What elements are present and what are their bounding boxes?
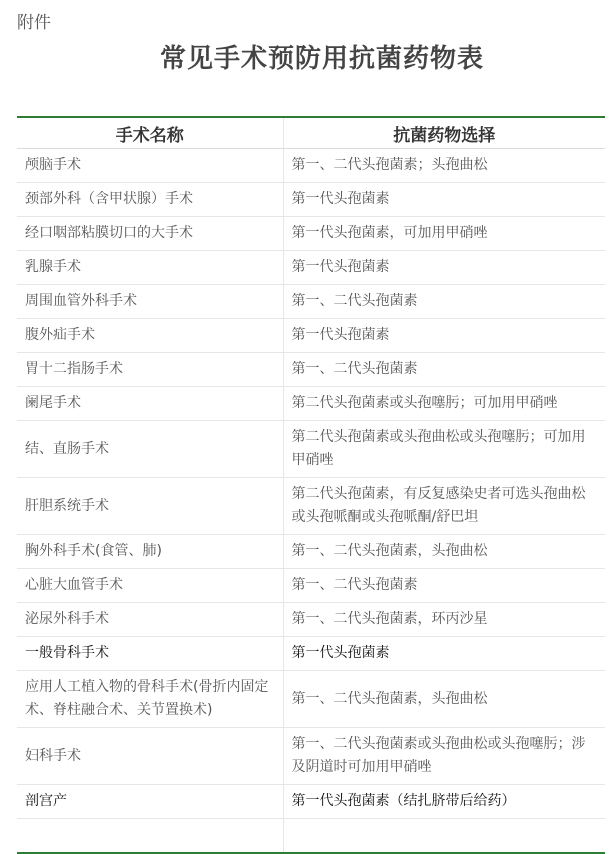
table-row: [17, 603, 605, 637]
antibiotic-choice-cell: 第一、二代头孢菌素；头孢曲松: [283, 149, 605, 183]
surgery-name-cell: 腹外疝手术: [17, 319, 283, 353]
antibiotic-choice-cell: 第一、二代头孢菌素，头孢曲松: [283, 535, 605, 569]
surgery-name-cell: 结、直肠手术: [17, 421, 283, 478]
table-row: [17, 387, 605, 421]
table-row: [17, 251, 605, 285]
antibiotic-choice-cell: 第二代头孢菌素或头孢曲松或头孢噻肟；可加用甲硝唑: [283, 421, 605, 478]
surgery-name-cell: 一般骨科手术: [17, 637, 283, 671]
surgery-name-cell: 胃十二指肠手术: [17, 353, 283, 387]
antibiotic-table: [17, 116, 605, 854]
surgery-name-cell: 阑尾手术: [17, 387, 283, 421]
antibiotic-choice-cell: 第一代头孢菌素: [283, 637, 605, 671]
table-row: [17, 319, 605, 353]
column-header-antibiotic: 抗菌药物选择: [283, 117, 605, 149]
table-row: [17, 569, 605, 603]
table-row: [17, 671, 605, 728]
antibiotic-choice-cell: 第一、二代头孢菌素，头孢曲松: [283, 671, 605, 728]
antibiotic-choice-cell: 第二代头孢菌素，有反复感染史者可选头孢曲松或头孢哌酮或头孢哌酮/舒巴坦: [283, 478, 605, 535]
antibiotic-choice-cell: 第一、二代头孢菌素: [283, 285, 605, 319]
surgery-name-cell: 应用人工植入物的骨科手术(骨折内固定术、脊柱融合术、关节置换术): [17, 671, 283, 728]
table-row: [17, 217, 605, 251]
antibiotic-choice-cell: 第一代头孢菌素: [283, 251, 605, 285]
table-row: [17, 478, 605, 535]
antibiotic-choice-cell: 第一、二代头孢菌素，环丙沙星: [283, 603, 605, 637]
table-row: [17, 421, 605, 478]
antibiotic-choice-cell: 第一、二代头孢菌素或头孢曲松或头孢噻肟；涉及阴道时可加用甲硝唑: [283, 728, 605, 785]
antibiotic-choice-cell: [283, 819, 605, 854]
antibiotic-choice-cell: 第二代头孢菌素或头孢噻肟；可加用甲硝唑: [283, 387, 605, 421]
antibiotic-choice-cell: 第一代头孢菌素（结扎脐带后给药）: [283, 785, 605, 819]
surgery-name-cell: 经口咽部粘膜切口的大手术: [17, 217, 283, 251]
surgery-name-cell: 泌尿外科手术: [17, 603, 283, 637]
surgery-name-cell: [17, 819, 283, 854]
surgery-name-cell: 剖宫产: [17, 785, 283, 819]
surgery-name-cell: 颅脑手术: [17, 149, 283, 183]
surgery-name-cell: 颈部外科（含甲状腺）手术: [17, 183, 283, 217]
surgery-name-cell: 周围血管外科手术: [17, 285, 283, 319]
surgery-name-cell: 胸外科手术(食管、肺): [17, 535, 283, 569]
table-row: [17, 183, 605, 217]
antibiotic-choice-cell: 第一代头孢菌素: [283, 183, 605, 217]
page-title: 常见手术预防用抗菌药物表: [159, 44, 484, 74]
antibiotic-choice-cell: 第一、二代头孢菌素: [283, 569, 605, 603]
table-row: [17, 285, 605, 319]
antibiotic-choice-cell: 第一代头孢菌素: [283, 319, 605, 353]
surgery-name-cell: 肝胆系统手术: [17, 478, 283, 535]
antibiotic-table-container: [17, 116, 605, 854]
table-row: [17, 149, 605, 183]
antibiotic-choice-cell: 第一、二代头孢菌素: [283, 353, 605, 387]
table-header-row: [17, 117, 605, 149]
surgery-name-cell: 心脏大血管手术: [17, 569, 283, 603]
table-row: [17, 785, 605, 819]
column-header-surgery: 手术名称: [17, 117, 283, 149]
table-row: [17, 819, 605, 854]
table-row: [17, 353, 605, 387]
attachment-label: 附件: [17, 13, 51, 33]
surgery-name-cell: 乳腺手术: [17, 251, 283, 285]
table-row: [17, 728, 605, 785]
table-row: [17, 637, 605, 671]
table-row: [17, 535, 605, 569]
antibiotic-choice-cell: 第一代头孢菌素，可加用甲硝唑: [283, 217, 605, 251]
surgery-name-cell: 妇科手术: [17, 728, 283, 785]
